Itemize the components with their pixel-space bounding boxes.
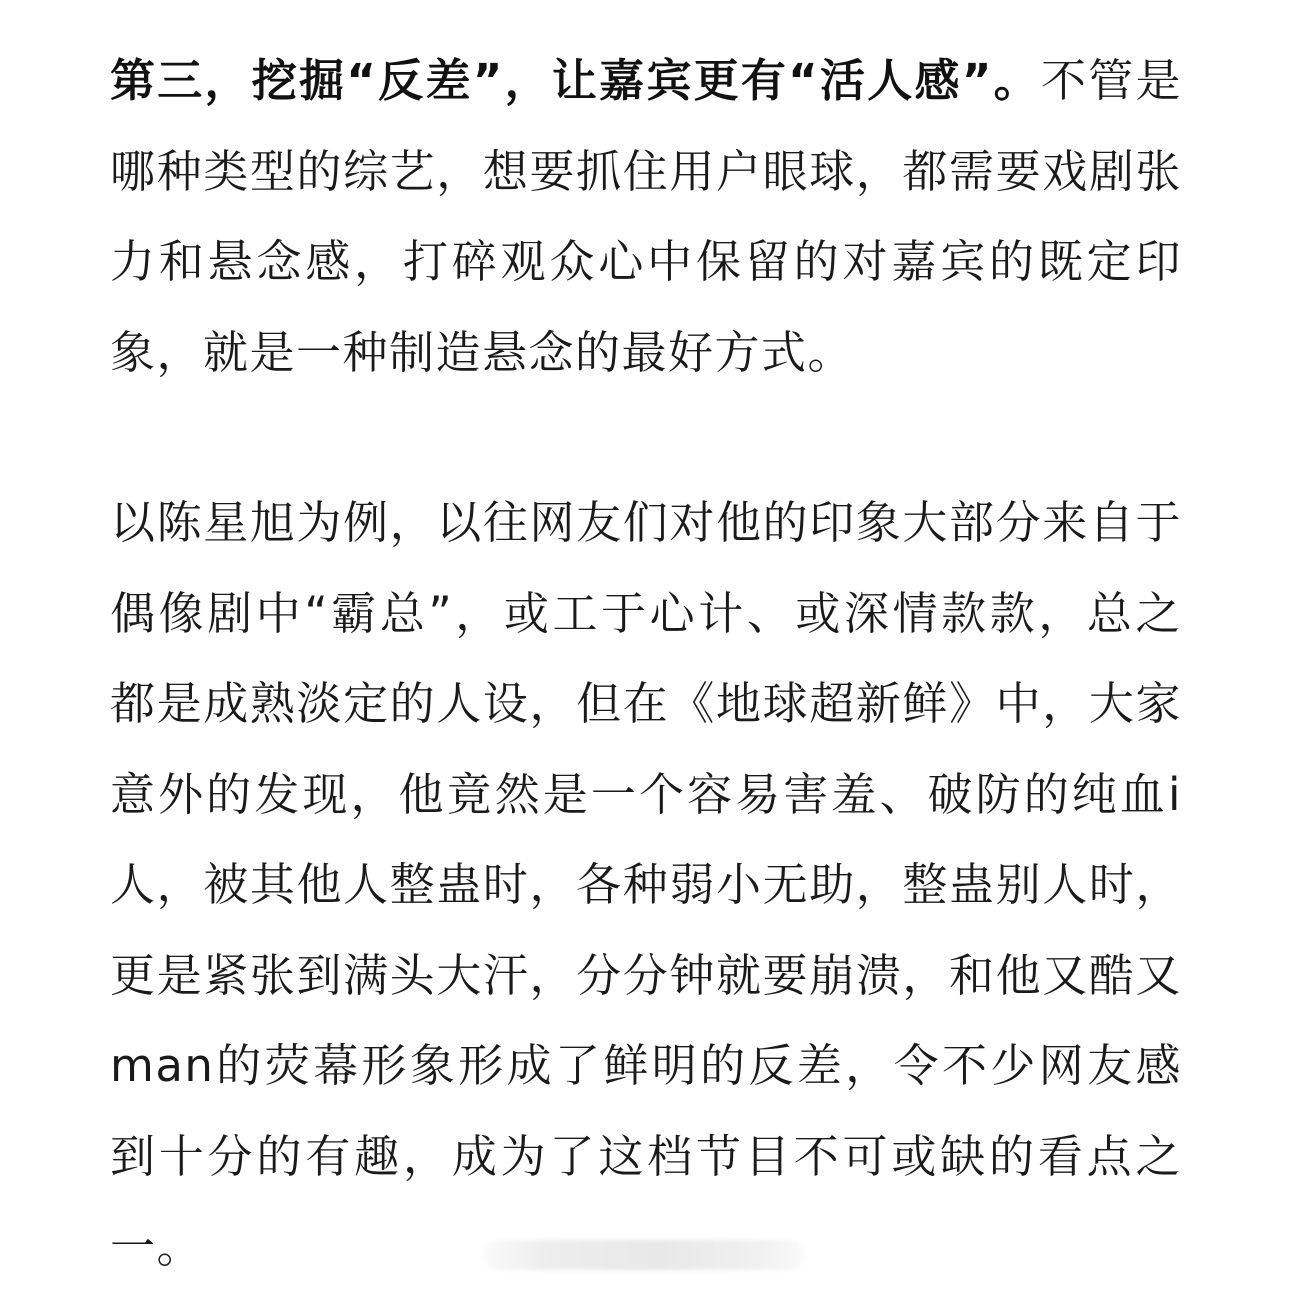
- blurred-watermark: [484, 1240, 804, 1270]
- paragraph-2: [110, 478, 1182, 1293]
- article-body: [110, 36, 1182, 1293]
- paragraph-2-body: 以陈星旭为例，以往网友们对他的印象大部分来自于偶像剧中“霸总”，或工于心计、或深情款款，总之都是成熟淡定的人设，但在《地球超新鲜》中，大家意外的发现，他竟然是一个容易害羞、破防的纯血i人，被其他人整蛊时，各种弱小无助，整蛊别人时，更是紧张到满头大汗，分分钟就要崩溃，和他又酷又man的荧幕形象形成了鲜明的反差，令不少网友感到十分的有趣，成为了这档节目不可或缺的看点之一。: [110, 496, 1182, 1273]
- paragraph-1: [110, 36, 1182, 398]
- paragraph-1-lead: 第三，挖掘“反差”，让嘉宾更有“活人感”。: [110, 54, 1041, 107]
- paragraph-1-body: 不管是哪种类型的综艺，想要抓住用户眼球，都需要戏剧张力和悬念感，打碎观众心中保留的对嘉宾的既定印象，就是一种制造悬念的最好方式。: [110, 54, 1182, 379]
